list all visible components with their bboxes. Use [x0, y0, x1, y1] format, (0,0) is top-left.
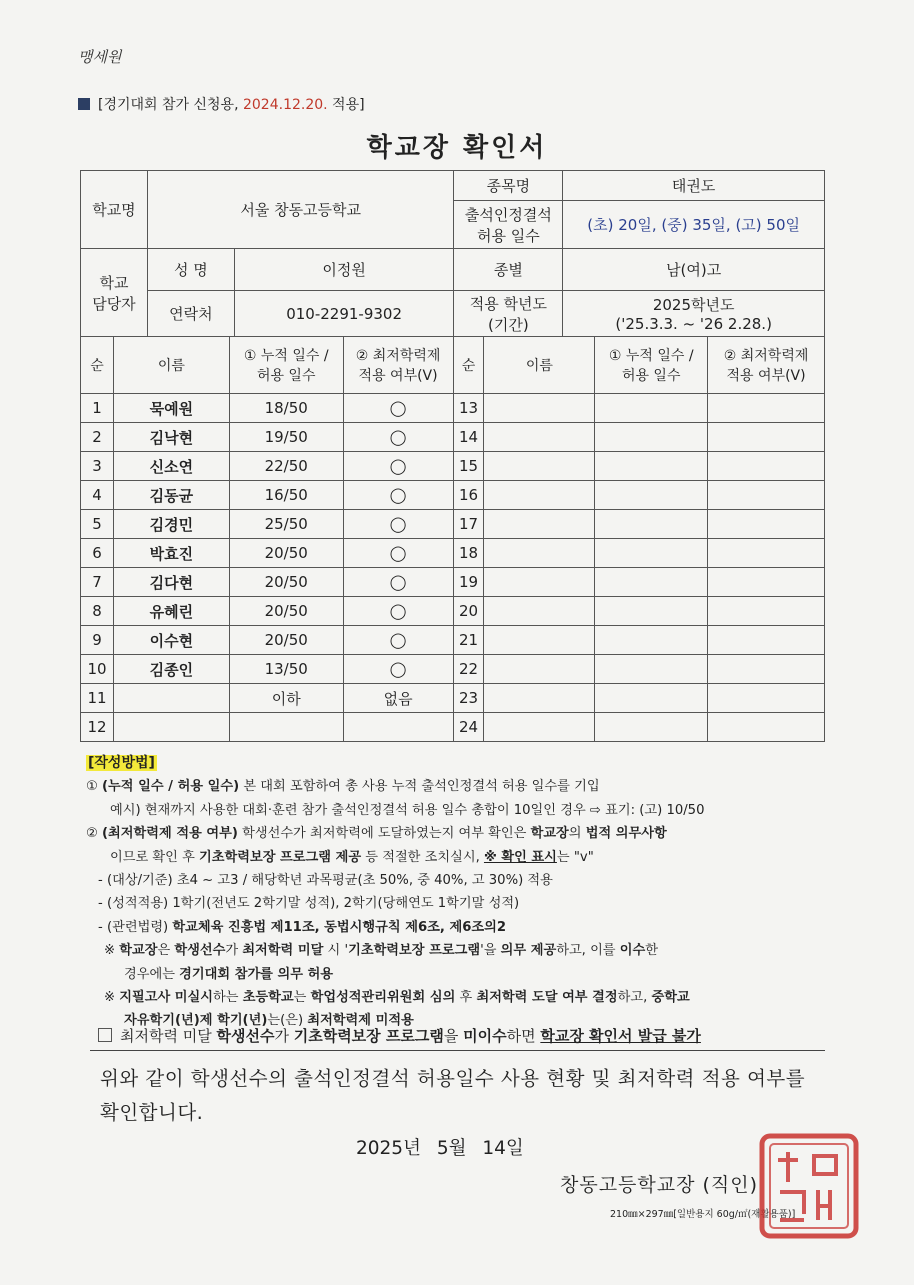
confirmation-text: 위와 같이 학생선수의 출석인정결석 허용일수 사용 현황 및 최저학력 적용 여부를 확인합니다.: [100, 1067, 806, 1124]
min-check: 없음: [343, 684, 453, 713]
table-row: [81, 452, 825, 481]
warning-line: 최저학력 미달 학생선수가 기초학력보장 프로그램을 미이수하면 학교장 확인서 발급 불가: [98, 1025, 701, 1046]
days-used: 20/50: [229, 626, 343, 655]
student-name: 묵예원: [113, 394, 229, 423]
min-check: [708, 539, 825, 568]
days-used: [595, 423, 708, 452]
row-no: 19: [453, 568, 484, 597]
student-name: [484, 423, 595, 452]
row-no: 11: [81, 684, 114, 713]
year-value: 2025학년도 ('25.3.3. ~ '26 2.28.): [563, 291, 825, 337]
days-used: 22/50: [229, 452, 343, 481]
days-used: 20/50: [229, 597, 343, 626]
days-used: 16/50: [229, 481, 343, 510]
days-used: 20/50: [229, 568, 343, 597]
student-name: 김낙현: [113, 423, 229, 452]
info-table: [80, 170, 825, 337]
contact-label: 연락처: [147, 291, 234, 337]
row-no: 24: [453, 713, 484, 742]
table-row: [81, 713, 825, 742]
min-check: [708, 713, 825, 742]
min-check: [343, 713, 453, 742]
student-name: [484, 510, 595, 539]
document-title: 학교장 확인서: [366, 133, 548, 163]
days-used: 25/50: [229, 510, 343, 539]
guide-line-9: 경우에는 경기대회 참가를 의무 허용: [124, 966, 334, 982]
notice-date: 2024.12.20.: [242, 97, 328, 113]
guide-line-1: ① (누적 일수 / 허용 일수) 본 대회 포함하여 총 사용 누적 출석인정결석 허용 일수를 기입: [86, 779, 600, 795]
student-name: [484, 713, 595, 742]
row-no: 13: [453, 394, 484, 423]
min-check: ◯: [343, 394, 453, 423]
student-name: 김경민: [113, 510, 229, 539]
principal-signature: 창동고등학교장 (직인): [560, 1174, 759, 1196]
row-no: 23: [453, 684, 484, 713]
row-no: 16: [453, 481, 484, 510]
row-no: 2: [81, 423, 114, 452]
contact-value: 010-2291-9302: [234, 291, 454, 337]
min-check: [708, 423, 825, 452]
min-check: ◯: [343, 423, 453, 452]
table-row: [81, 568, 825, 597]
row-no: 21: [453, 626, 484, 655]
min-check: ◯: [343, 481, 453, 510]
min-check: [708, 655, 825, 684]
student-name: 김동균: [113, 481, 229, 510]
row-no: 20: [453, 597, 484, 626]
year-label: 적용 학년도 (기간): [454, 291, 563, 337]
student-name: 김다현: [113, 568, 229, 597]
event-value: 태권도: [563, 171, 825, 201]
min-check: [708, 626, 825, 655]
min-check: ◯: [343, 626, 453, 655]
row-no: 12: [81, 713, 114, 742]
days-used: 19/50: [229, 423, 343, 452]
table-row: [81, 510, 825, 539]
guide-line-5: - (대상/기준) 초4 ~ 고3 / 해당학년 과목평균(초 50%, 중 40%, 고 30%) 적용: [98, 873, 553, 889]
row-no: 14: [453, 423, 484, 452]
student-name: 신소연: [113, 452, 229, 481]
guide-line-10: ※ 지필고사 미실시하는 초등학교는 학업성적관리위원회 심의 후 최저학력 도달 여부 결정하고, 중학교: [104, 990, 690, 1006]
handwritten-note: 맹세원: [78, 48, 122, 66]
allowed-days-value: (초) 20일, (중) 35일, (고) 50일: [563, 201, 825, 249]
table-row: [81, 394, 825, 423]
days-used: [595, 510, 708, 539]
table-row: [81, 655, 825, 684]
athlete-table: [80, 336, 825, 742]
row-no: 8: [81, 597, 114, 626]
student-name: 유혜린: [113, 597, 229, 626]
days-used: [595, 655, 708, 684]
allowed-days-label: 출석인정결석 허용 일수: [454, 201, 563, 249]
min-check: [708, 684, 825, 713]
square-bullet-icon: [78, 98, 90, 110]
table-row: [81, 597, 825, 626]
row-no: 3: [81, 452, 114, 481]
min-check: [708, 481, 825, 510]
student-name: [484, 626, 595, 655]
row-no: 1: [81, 394, 114, 423]
guide-line-3: ② (최저학력제 적용 여부) 학생선수가 최저학력에 도달하였는지 여부 확인은 학교장의 법적 의무사항: [86, 826, 667, 842]
student-name: [484, 394, 595, 423]
official-seal-stamp: [758, 1132, 860, 1240]
guide-line-8: ※ 학교장은 학생선수가 최저학력 미달 시 '기초학력보장 프로그램'을 의무 제공하고, 이를 이수한: [104, 943, 658, 959]
days-used: [595, 452, 708, 481]
guide-line-7: - (관련법령) 학교체육 진흥법 제11조, 동법시행규칙 제6조, 제6조의2: [98, 919, 507, 935]
row-no: 9: [81, 626, 114, 655]
days-used: [595, 539, 708, 568]
divider: [90, 1050, 825, 1051]
table-row: [81, 539, 825, 568]
student-name: [484, 539, 595, 568]
row-no: 6: [81, 539, 114, 568]
row-no: 10: [81, 655, 114, 684]
row-no: 5: [81, 510, 114, 539]
student-name: [484, 452, 595, 481]
student-name: [484, 684, 595, 713]
student-name: [484, 655, 595, 684]
type-value: 남(여)고: [563, 249, 825, 291]
table-row: [81, 684, 825, 713]
guide-line-6: - (성적적용) 1학기(전년도 2학기말 성적), 2학기(당해연도 1학기말 성적): [98, 896, 520, 912]
days-used: 13/50: [229, 655, 343, 684]
min-check: [708, 452, 825, 481]
table-header: 순 이름 ① 누적 일수 / 허용 일수 ② 최저학력제 적용 여부(V) 순 이름 ① 누적 일수 / 허용 일수 ② 최저학력제 적용 여부(V): [81, 337, 825, 394]
min-check: ◯: [343, 539, 453, 568]
days-used: [595, 481, 708, 510]
form-notice: [경기대회 참가 신청용, 2024.12.20. 적용]: [78, 94, 365, 114]
student-name: [113, 713, 229, 742]
days-used: 18/50: [229, 394, 343, 423]
issue-date: 2025년 5월 14일: [356, 1138, 524, 1159]
guide-line-4: 이므로 확인 후 기초학력보장 프로그램 제공 등 적절한 조치실시, ※ 확인 표시는 "v": [110, 849, 594, 865]
type-label: 종별: [454, 249, 563, 291]
min-check: ◯: [343, 655, 453, 684]
checkbox-icon: [98, 1028, 112, 1042]
row-no: 4: [81, 481, 114, 510]
days-used: 이하: [229, 684, 343, 713]
table-row: [81, 626, 825, 655]
days-used: [595, 394, 708, 423]
days-used: 20/50: [229, 539, 343, 568]
table-row: [81, 481, 825, 510]
student-name: [484, 568, 595, 597]
table-row: [81, 423, 825, 452]
student-name: [484, 481, 595, 510]
min-check: [708, 394, 825, 423]
days-used: [595, 597, 708, 626]
student-name: 이수현: [113, 626, 229, 655]
name-label: 성 명: [147, 249, 234, 291]
days-used: [595, 713, 708, 742]
min-check: [708, 597, 825, 626]
manager-label: 학교 담당자: [81, 249, 148, 337]
manager-name: 이정원: [234, 249, 454, 291]
guide-heading: [작성방법]: [88, 755, 155, 771]
student-name: [113, 684, 229, 713]
days-used: [595, 626, 708, 655]
guide-line-11: 자유학기(년)제 학기(년)는(은) 최저학력제 미적용: [124, 1013, 414, 1029]
paper-spec: 210㎜×297㎜[일반용지 60g/㎡(재활용품)]: [610, 1209, 796, 1220]
row-no: 22: [453, 655, 484, 684]
school-name: 서울 창동고등학교: [147, 171, 454, 249]
row-no: 17: [453, 510, 484, 539]
row-no: 15: [453, 452, 484, 481]
min-check: ◯: [343, 510, 453, 539]
student-name: 박효진: [113, 539, 229, 568]
min-check: [708, 568, 825, 597]
days-used: [229, 713, 343, 742]
guide-line-2: 예시) 현재까지 사용한 대회·훈련 참가 출석인정결석 허용 일수 총합이 10일인 경우 ⇨ 표기: (고) 10/50: [110, 802, 705, 818]
student-name: [484, 597, 595, 626]
event-label: 종목명: [454, 171, 563, 201]
min-check: ◯: [343, 597, 453, 626]
days-used: [595, 684, 708, 713]
min-check: ◯: [343, 452, 453, 481]
school-label: 학교명: [81, 171, 148, 249]
days-used: [595, 568, 708, 597]
row-no: 18: [453, 539, 484, 568]
min-check: [708, 510, 825, 539]
min-check: ◯: [343, 568, 453, 597]
writing-guide: [86, 752, 826, 1033]
row-no: 7: [81, 568, 114, 597]
student-name: 김종인: [113, 655, 229, 684]
